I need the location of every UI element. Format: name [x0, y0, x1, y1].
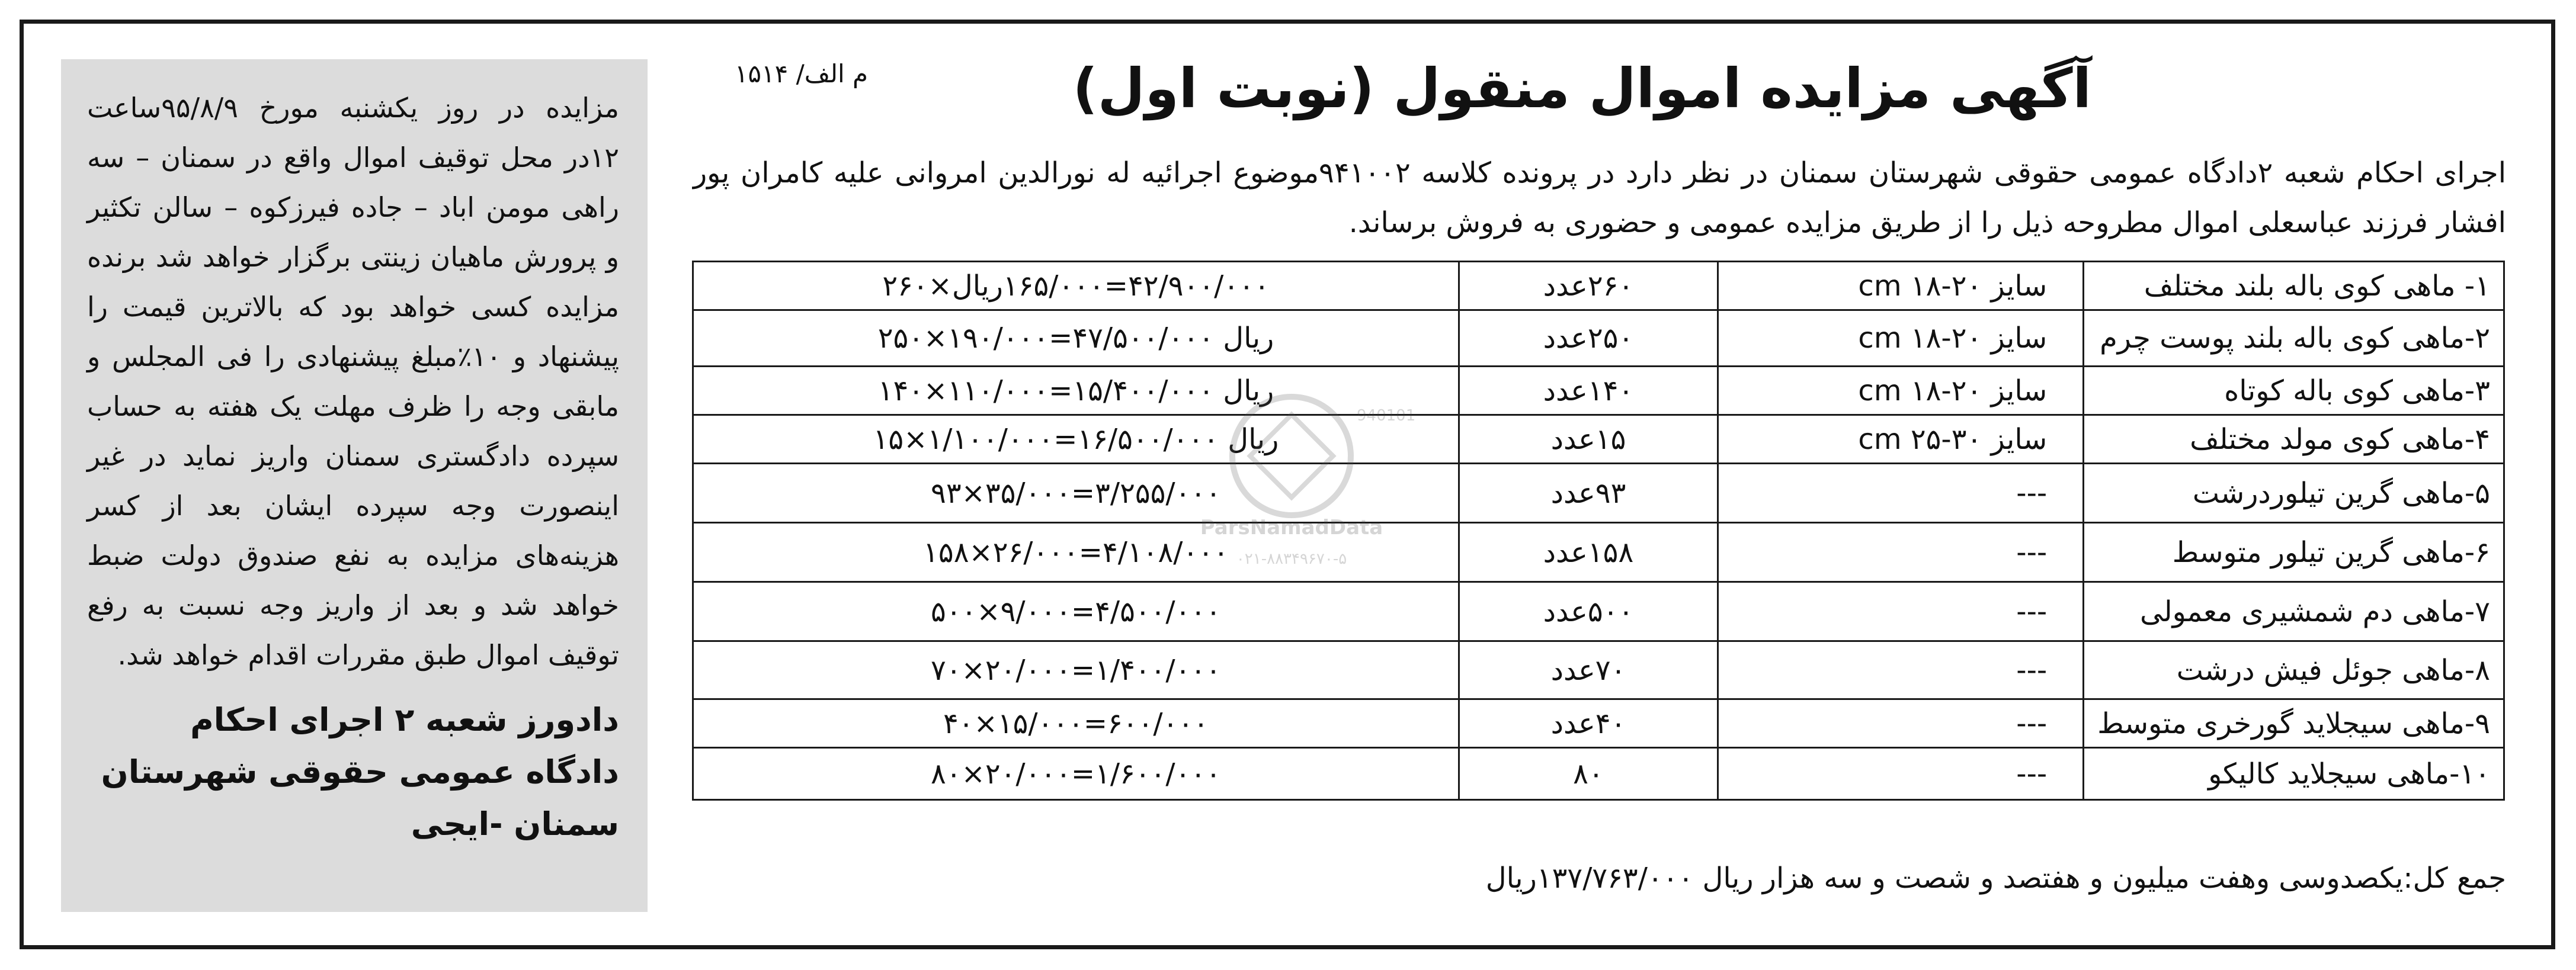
table-row	[693, 748, 2504, 800]
table-row	[693, 699, 2504, 748]
item-quantity: ۸۰	[1459, 748, 1718, 800]
watermark-brand: ParsNamadData	[1200, 516, 1383, 539]
item-size: سایز ۳۰-۲۵ cm	[1718, 415, 2083, 464]
table-row	[693, 262, 2504, 310]
item-quantity: ۲۶۰عدد	[1459, 262, 1718, 310]
item-total: ۴/۵۰۰/۰۰۰=۹/۰۰۰×۵۰۰	[693, 582, 1459, 641]
item-total: ریال ۱۵/۴۰۰/۰۰۰=۱۱۰/۰۰۰×۱۴۰	[693, 367, 1459, 415]
item-total: ۶۰۰/۰۰۰=۱۵/۰۰۰×۴۰	[693, 699, 1459, 748]
item-size: سایز ۲۰-۱۸ cm	[1718, 367, 2083, 415]
item-total: ۴/۱۰۸/۰۰۰=۲۶/۰۰۰×۱۵۸	[693, 523, 1459, 582]
table-row	[693, 415, 2504, 464]
item-size: ---	[1718, 641, 2083, 699]
item-name: ۹-ماهی سیجلاید گورخری متوسط	[2084, 699, 2504, 748]
watermark-code: 940101	[1357, 407, 1416, 425]
table-row	[693, 464, 2504, 523]
page-title: آگهی مزایده اموال منقول (نوبت اول)	[1072, 57, 2091, 120]
intro-paragraph: اجرای احکام شعبه ۲دادگاه عمومی حقوقی شهرستان سمنان در نظر دارد در پرونده کلاسه ۹۴۱۰۰۲موضوع اجرائیه له نورالدین امروانی علیه کامران پور افشار فرزند عباسعلی اموال مطروحه ذیل را از طریق مزایده عمومی و حضوری به فروش برساند.	[693, 156, 2507, 239]
item-total: ۱/۴۰۰/۰۰۰=۲۰/۰۰۰×۷۰	[693, 641, 1459, 699]
item-total: ریال ۴۷/۵۰۰/۰۰۰=۱۹۰/۰۰۰×۲۵۰	[693, 310, 1459, 367]
item-name: ۷-ماهی دم شمشیری معمولی	[2084, 582, 2504, 641]
signature: دادورز شعبه ۲ اجرای احکام دادگاه عمومی حقوقی شهرستان سمنان -ایجی	[101, 701, 619, 843]
table-row	[693, 523, 2504, 582]
watermark-phone: ۰۲۱-۸۸۳۴۹۶۷۰-۵	[1236, 550, 1347, 568]
table-row	[693, 582, 2504, 641]
item-name: ۸-ماهی جوئل فیش درشت	[2084, 641, 2504, 699]
item-size: سایز ۲۰-۱۸ cm	[1718, 262, 2083, 310]
item-size: ---	[1718, 464, 2083, 523]
item-size: ---	[1718, 582, 2083, 641]
table-row	[693, 310, 2504, 367]
items-table	[692, 261, 2505, 801]
table-row	[693, 367, 2504, 415]
item-size: سایز ۲۰-۱۸ cm	[1718, 310, 2083, 367]
item-name: ۱- ماهی کوی باله بلند مختلف	[2084, 262, 2504, 310]
item-quantity: ۵۰۰عدد	[1459, 582, 1718, 641]
item-name: ۱۰-ماهی سیجلاید کالیکو	[2084, 748, 2504, 800]
item-quantity: ۷۰عدد	[1459, 641, 1718, 699]
item-quantity: ۱۴۰عدد	[1459, 367, 1718, 415]
grand-total: جمع کل:یکصدوسی وهفت میلیون و هفتصد و شصت و سه هزار ریال ۱۳۷/۷۶۳/۰۰۰ریال	[1485, 862, 2506, 895]
item-quantity: ۲۵۰عدد	[1459, 310, 1718, 367]
item-size: ---	[1718, 748, 2083, 800]
item-total: ۴۲/۹۰۰/۰۰۰=۱۶۵/۰۰۰ریال×۲۶۰	[693, 262, 1459, 310]
item-quantity: ۱۵۸عدد	[1459, 523, 1718, 582]
item-name: ۲-ماهی کوی باله بلند پوست چرم	[2084, 310, 2504, 367]
item-name: ۴-ماهی کوی مولد مختلف	[2084, 415, 2504, 464]
item-quantity: ۴۰عدد	[1459, 699, 1718, 748]
item-total: ۱/۶۰۰/۰۰۰=۲۰/۰۰۰×۸۰	[693, 748, 1459, 800]
auction-conditions-panel	[61, 59, 648, 912]
item-size: ---	[1718, 699, 2083, 748]
item-quantity: ۹۳عدد	[1459, 464, 1718, 523]
item-name: ۵-ماهی گرین تیلوردرشت	[2084, 464, 2504, 523]
item-name: ۶-ماهی گرین تیلور متوسط	[2084, 523, 2504, 582]
reference-code: م الف/ ۱۵۱۴	[735, 59, 869, 88]
item-name: ۳-ماهی کوی باله کوتاه	[2084, 367, 2504, 415]
table-row	[693, 641, 2504, 699]
auction-conditions-text: مزایده در روز یکشنبه مورخ ۹۵/۸/۹ساعت ۱۲در محل توقیف اموال واقع در سمنان – سه راهی مومن اباد – جاده فیرزکوه – سالن تکثیر و پرورش ماهیان زینتی برگزار خواهد شد برنده مزایده کسی خواهد بود که بالاترین قیمت را پیشنهاد و ۱۰٪مبلغ پیشنهادی را فی المجلس و مابقی وجه را ظرف مهلت یک هفته به حساب سپرده دادگستری سمنان واریز نماید در غیر اینصورت وجه سپرده ایشان بعد از کسر هزینه‌های مزایده به نفع صندوق دولت ضبط خواهد شد و بعد از واریز وجه نسبت به رفع توقیف اموال طبق مقررات اقدام خواهد شد.	[87, 92, 620, 671]
item-quantity: ۱۵عدد	[1459, 415, 1718, 464]
item-size: ---	[1718, 523, 2083, 582]
item-total: ۳/۲۵۵/۰۰۰=۳۵/۰۰۰×۹۳	[693, 464, 1459, 523]
item-total: ریال ۱۶/۵۰۰/۰۰۰=۱/۱۰۰/۰۰۰×۱۵	[693, 415, 1459, 464]
